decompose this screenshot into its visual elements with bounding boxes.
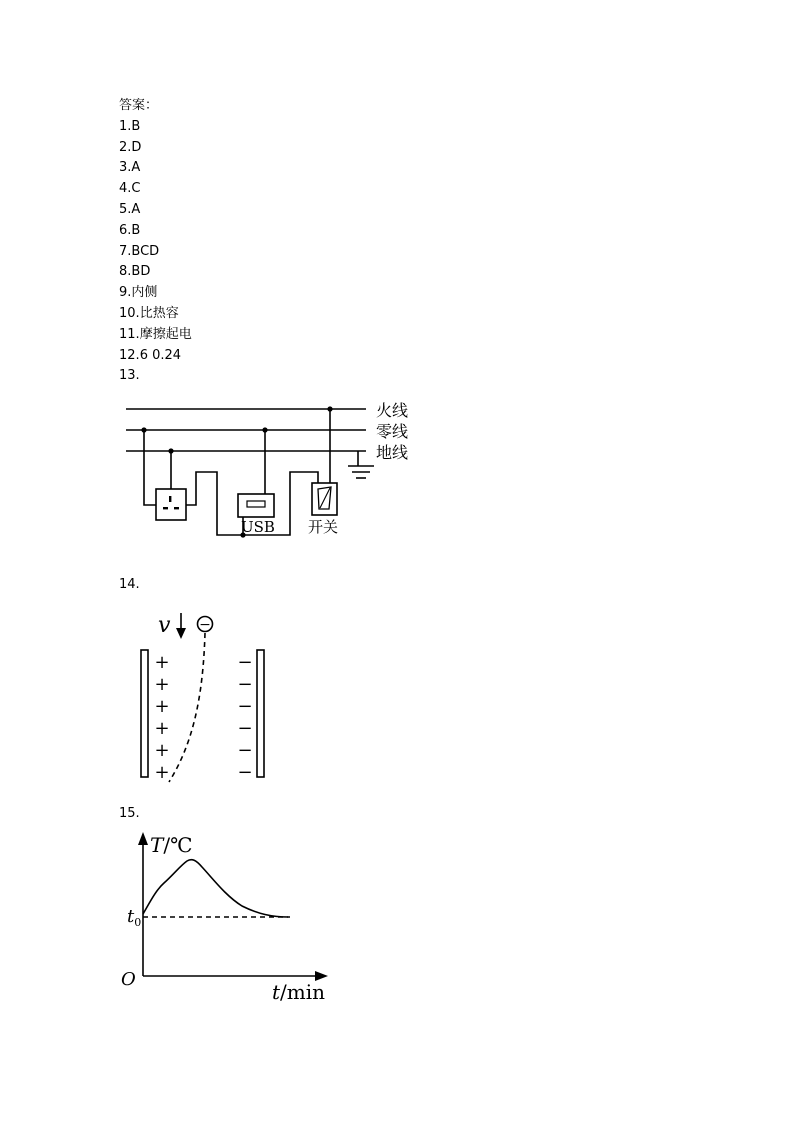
answer-item: 3.A [119, 160, 141, 176]
live-wire-label: 火线 [376, 401, 409, 420]
answer-item: 7.BCD [119, 243, 160, 259]
positive-charge: + [154, 674, 170, 695]
answer-item: 2.D [119, 139, 142, 155]
q15-temperature-graph [115, 828, 335, 1005]
y-axis-label: T/℃ [150, 833, 193, 857]
answer-item: 6.B [119, 222, 141, 238]
answer-item: 11.摩擦起电 [119, 326, 192, 342]
positive-charge: + [154, 740, 170, 761]
positive-charge: + [154, 718, 170, 739]
negative-charge: − [237, 674, 253, 695]
negative-charge: − [237, 696, 253, 717]
answer-item: 4.C [119, 181, 141, 197]
q14-field-diagram [130, 605, 280, 790]
velocity-arrow [176, 628, 186, 639]
switch-label: 开关 [308, 518, 339, 536]
negative-charge: − [237, 718, 253, 739]
temperature-curve [143, 860, 288, 917]
negative-charge: − [237, 762, 253, 783]
usb-label: USB [241, 518, 275, 536]
answer-item: 8.BD [119, 264, 151, 280]
neutral-wire-label: 零线 [376, 422, 409, 441]
q13-label: 13. [119, 368, 140, 384]
right-plate [257, 650, 264, 777]
answer-item: 12.6 0.24 [119, 347, 182, 363]
negative-charge: − [237, 652, 253, 673]
velocity-label: v [158, 613, 171, 638]
socket [156, 489, 186, 520]
q14-label: 14. [119, 577, 140, 592]
positive-charge: + [154, 696, 170, 717]
q13-circuit-diagram [110, 395, 430, 545]
usb-outlet [238, 494, 274, 517]
positive-charge: + [154, 762, 170, 783]
answers-header: 答案： [119, 98, 159, 113]
origin-label: O [121, 969, 136, 990]
ground-wire-label: 地线 [376, 443, 409, 462]
answer-item: 5.A [119, 201, 141, 217]
answer-list [119, 96, 192, 387]
y-axis-arrow [138, 832, 148, 845]
left-plate [141, 650, 148, 777]
t0-label: $t_0$ [127, 906, 142, 929]
x-axis-label: t/min [272, 980, 326, 1004]
electron-charge-label: − [199, 617, 211, 633]
answer-item: 9.内侧 [119, 285, 158, 301]
negative-charge: − [237, 740, 253, 761]
answer-item: 10.比热容 [119, 305, 179, 321]
q15-label: 15. [119, 806, 140, 821]
electron-trajectory [169, 633, 205, 782]
positive-charge: + [154, 652, 170, 673]
electron [198, 617, 213, 634]
answer-item: 1.B [119, 118, 141, 134]
